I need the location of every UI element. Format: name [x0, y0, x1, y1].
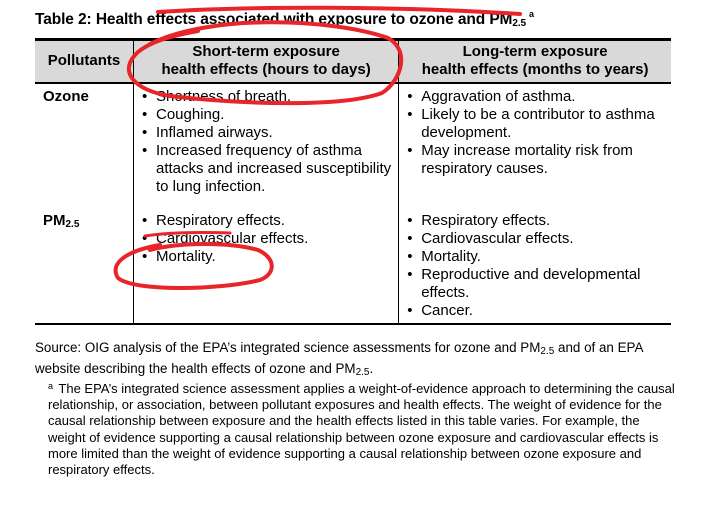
source-text-2: and of an EPA website describing the health effects of ozone and PM [35, 340, 643, 376]
header-long-term-line1: Long-term exposure [462, 43, 608, 60]
short-term-cell [134, 208, 399, 324]
short-term-list [138, 88, 392, 196]
source-subscript-1: 2.5 [540, 346, 555, 357]
table-row-pm25 [35, 208, 671, 324]
list-item: • Cardiovascular effects. [138, 230, 392, 248]
list-item: • Likely to be a contributor to asthma development. [403, 106, 665, 142]
pollutant-name: PM [43, 212, 66, 229]
list-item: • May increase mortality risk from respiratory causes. [403, 142, 665, 178]
list-item: • Inflamed airways. [138, 124, 392, 142]
footnote-text: The EPA’s integrated science assessment applies a weight-of-evidence approach to determining the causal relationship, or association, between pollutant exposures and health effects. The weight of evidence for the causal relationship between exposure and the health effects listed in this table varies. For example, the weight of evidence supporting a causal relationship between ozone exposure and cardiovascular effects is more limited than the weight of evidence supporting a causal relationship between ozone exposure and respiratory effects. [48, 381, 675, 478]
short-term-list [138, 212, 392, 266]
table-caption [35, 9, 534, 29]
list-item: • Reproductive and developmental effects. [403, 266, 665, 302]
caption-text: Table 2: Health effects associated with exposure to ozone and PM [35, 11, 513, 28]
header-long-term [399, 40, 671, 84]
header-short-term-line2: health effects (hours to days) [161, 61, 371, 78]
long-term-list [403, 88, 665, 178]
list-item: • Shortness of breath. [138, 88, 392, 106]
caption-footnote-marker: a [528, 9, 534, 19]
list-item: • Respiratory effects. [403, 212, 665, 230]
list-item: • Mortality. [403, 248, 665, 266]
list-item: • Coughing. [138, 106, 392, 124]
footnote [48, 378, 678, 478]
table-header-row [35, 40, 671, 84]
header-long-term-line2: health effects (months to years) [421, 61, 649, 78]
header-short-term [134, 40, 399, 84]
pollutant-subscript: 2.5 [65, 219, 80, 230]
short-term-cell [134, 83, 399, 208]
list-item: • Cardiovascular effects. [403, 230, 665, 248]
header-short-term-line1: Short-term exposure [192, 43, 340, 60]
list-item: • Mortality. [138, 248, 392, 266]
list-item: • Respiratory effects. [138, 212, 392, 230]
list-item: • Increased frequency of asthma attacks and increased susceptibility to lung infection. [138, 142, 392, 196]
table-row-ozone [35, 83, 671, 208]
health-effects-table [35, 38, 671, 325]
list-item: • Aggravation of asthma. [403, 88, 665, 106]
source-note [35, 339, 685, 381]
footnote-marker: a [48, 381, 54, 391]
long-term-list [403, 212, 665, 320]
header-pollutants: Pollutants [35, 40, 134, 84]
long-term-cell [399, 83, 671, 208]
pollutant-name: Ozone [43, 88, 89, 105]
source-text-1: Source: OIG analysis of the EPA’s integrated science assessments for ozone and PM [35, 340, 541, 355]
source-text-3: . [369, 361, 374, 376]
list-item: • Cancer. [403, 302, 665, 320]
long-term-cell [399, 208, 671, 324]
caption-subscript: 2.5 [512, 18, 526, 29]
pollutant-cell [35, 83, 134, 208]
source-subscript-2: 2.5 [355, 367, 370, 378]
pollutant-cell [35, 208, 134, 324]
